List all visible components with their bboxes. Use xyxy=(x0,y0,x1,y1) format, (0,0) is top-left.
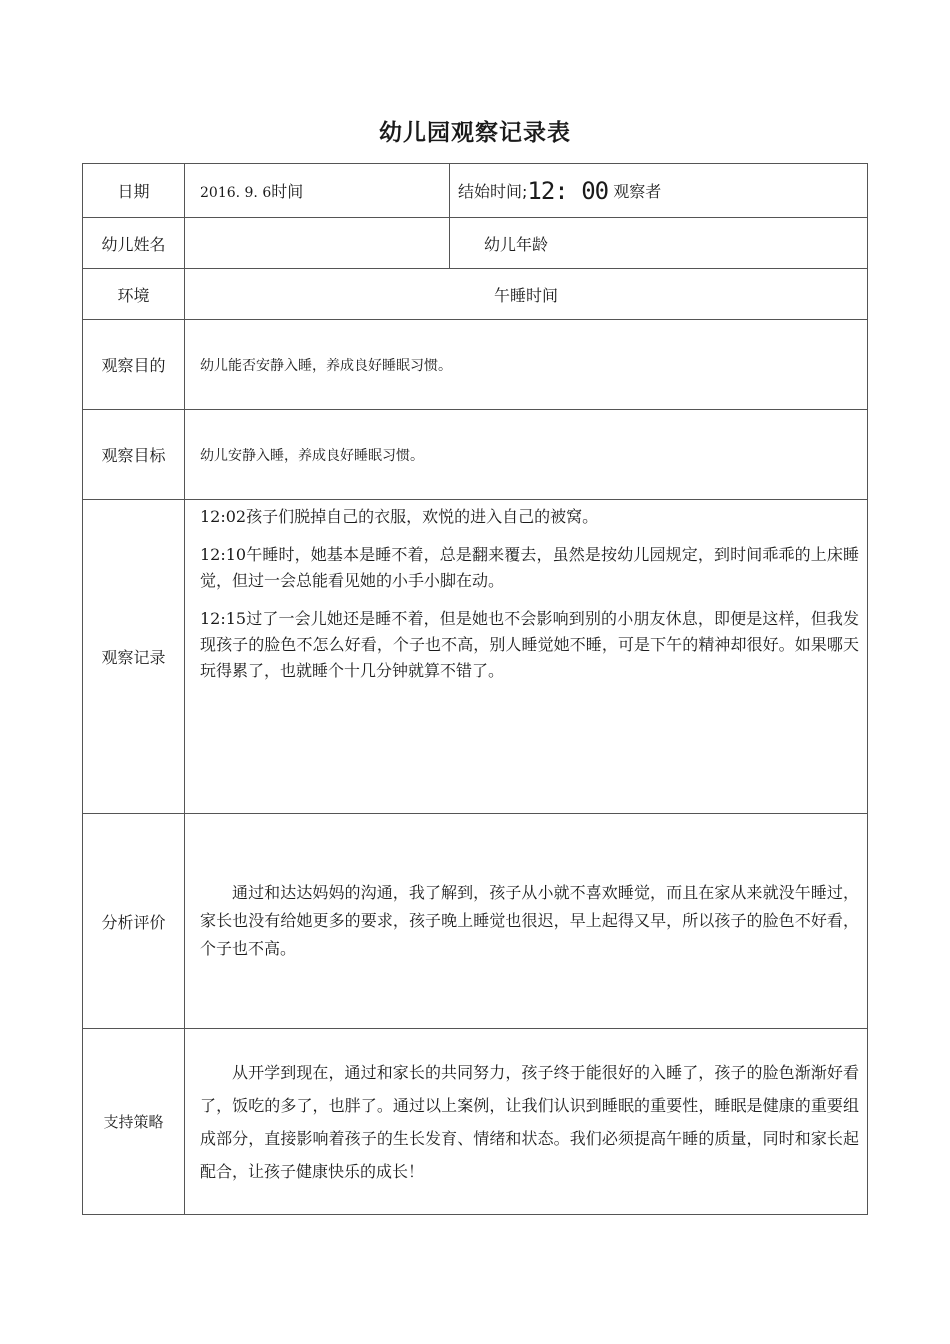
record-label: 观察记录 xyxy=(83,500,185,814)
child-age-label: 幼儿年龄 xyxy=(450,218,868,269)
goal-label: 观察目标 xyxy=(83,410,185,500)
child-name-label: 幼儿姓名 xyxy=(83,218,185,269)
purpose-label: 观察目的 xyxy=(83,320,185,410)
record-entries xyxy=(185,500,868,814)
row-purpose xyxy=(83,320,868,410)
record-entry: 12:02孩子们脱掉自己的衣服，欢悦的进入自己的被窝。 xyxy=(200,507,599,526)
time-label: 时间 xyxy=(271,182,304,201)
row-child xyxy=(83,218,868,269)
environment-value: 午睡时间 xyxy=(185,269,868,320)
strategy-cell xyxy=(185,1029,868,1215)
record-entry: 12:15过了一会儿她还是睡不着，但是她也不会影响到别的小朋友休息，即便是这样，但我发现孩子的脸色不怎么好看，个子也不高，别人睡觉她不睡，可是下午的精神却很好。如果哪天玩得累了，也就睡个十几分钟就算不错了。 xyxy=(200,609,859,680)
row-goal xyxy=(83,410,868,500)
goal-value: 幼儿安静入睡，养成良好睡眠习惯。 xyxy=(185,410,868,500)
analysis-value: 通过和达达妈妈的沟通，我了解到，孩子从小就不喜欢睡觉，而且在家从来就没午睡过，家长也没有给她更多的要求，孩子晚上睡觉也很迟，早上起得又早，所以孩子的脸色不好看，个子也不高。 xyxy=(200,883,859,958)
observer-label: 观察者 xyxy=(613,181,662,201)
environment-label: 环境 xyxy=(83,269,185,320)
date-cell xyxy=(185,164,450,218)
start-time-value: 12: 00 xyxy=(527,176,609,205)
analysis-label: 分析评价 xyxy=(83,814,185,1029)
row-environment xyxy=(83,269,868,320)
start-time-label: 结始时间; xyxy=(458,181,528,201)
row-analysis xyxy=(83,814,868,1029)
row-date xyxy=(83,164,868,218)
date-label: 日期 xyxy=(83,164,185,218)
row-record xyxy=(83,500,868,814)
child-name-value xyxy=(185,218,450,269)
analysis-cell xyxy=(185,814,868,1029)
date-value: 2016. 9. 6 xyxy=(200,185,272,201)
strategy-value: 从开学到现在，通过和家长的共同努力，孩子终于能很好的入睡了，孩子的脸色渐渐好看了，饭吃的多了，也胖了。通过以上案例，让我们认识到睡眠的重要性，睡眠是健康的重要组成部分，直接影响着孩子的生长发育、情绪和状态。我们必须提高午睡的质量，同时和家长起配合，让孩子健康快乐的成长！ xyxy=(200,1062,859,1181)
observation-form xyxy=(82,163,868,1215)
row-strategy xyxy=(83,1029,868,1215)
record-entry: 12:10午睡时，她基本是睡不着，总是翻来覆去，虽然是按幼儿园规定，到时间乖乖的上床睡觉，但过一会总能看见她的小手小脚在动。 xyxy=(200,545,859,590)
purpose-value: 幼儿能否安静入睡，养成良好睡眠习惯。 xyxy=(185,320,868,410)
page-title: 幼儿园观察记录表 xyxy=(379,120,571,146)
start-time-cell xyxy=(450,164,868,218)
strategy-label: 支持策略 xyxy=(83,1029,185,1215)
